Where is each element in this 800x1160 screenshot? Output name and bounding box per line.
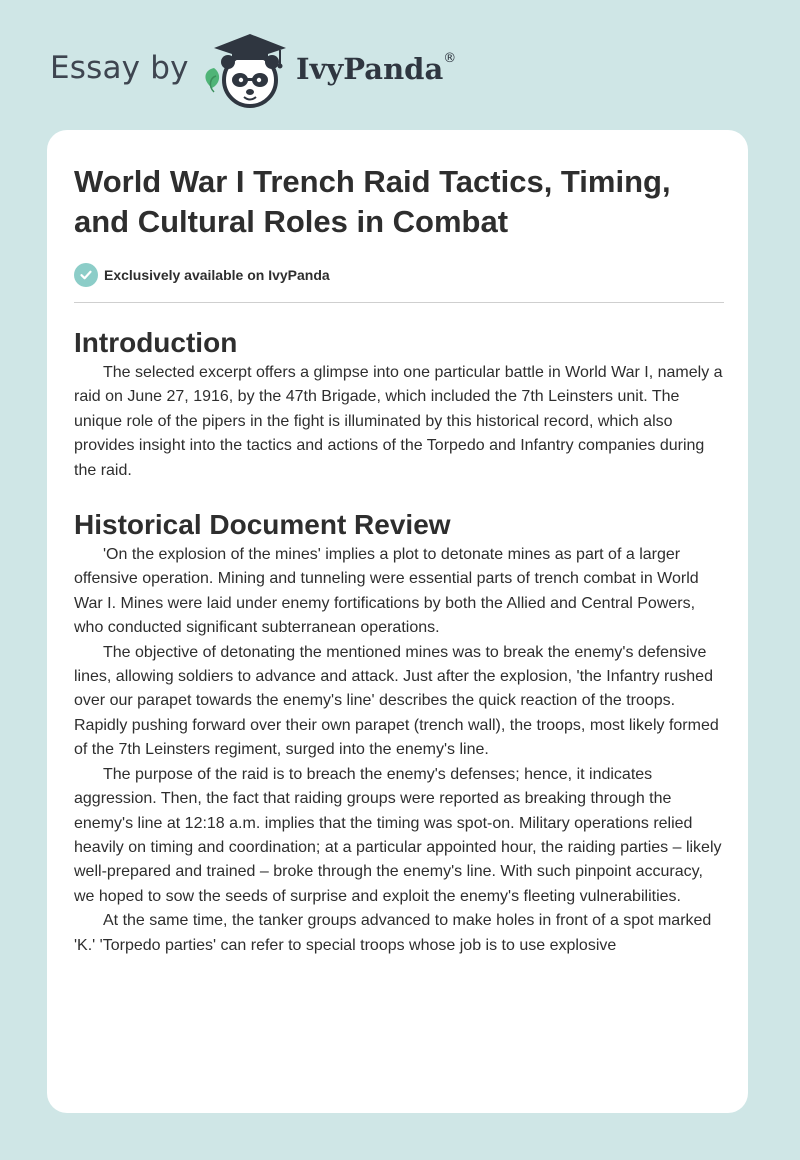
brand-header[interactable] — [50, 30, 510, 110]
divider — [74, 302, 724, 303]
exclusive-label: Exclusively available on IvyPanda — [104, 267, 330, 283]
essay-card — [47, 130, 748, 1113]
paragraph: At the same time, the tanker groups advanced to make holes in front of a spot marked 'K.' 'Torpedo parties' can refer to special troops whose job is to use explosive — [74, 912, 712, 954]
exclusive-badge — [74, 262, 724, 288]
essay-content — [74, 162, 724, 958]
paragraph: The selected excerpt offers a glimpse into one particular battle in World War I, namely a raid on June 27, 1916, by the 47th Brigade, which included the 7th Leinsters unit. The unique role of the pipers in the fight is illuminated by this historical record, which also provides insight into the tactics and actions of the Torpedo and Infantry companies during the raid. — [74, 364, 723, 479]
paragraph: The objective of detonating the mentioned mines was to break the enemy's defensive lines, allowing soldiers to advance and attack. Just after the explosion, 'the Infantry rushed over our parapet towards the enemy's line' describes the quick reaction of the troops. Rapidly pushing forward over their own parapet (trench wall), the troops, most likely formed of the 7th Leinsters regiment, surged into the enemy's line. — [74, 643, 719, 759]
paragraph: The purpose of the raid is to breach the enemy's defenses; hence, it indicates aggression. Then, the fact that raiding groups were reported as breaking through the enemy's line at 12:18 a.m. implies that the timing was spot-on. Military operations relied heavily on timing and coordination; at a particular appointed hour, the raiding parties – likely well-prepared and trained – broke through the enemy's line. With such pinpoint accuracy, we hoped to sow the seeds of surprise and exploit the enemy's fleeting vulnerabilities. — [74, 765, 722, 905]
page-title: World War I Trench Raid Tactics, Timing, and Cultural Roles in Combat — [74, 164, 671, 239]
check-icon — [74, 263, 98, 287]
brand-name: IvyPanda® — [296, 51, 457, 86]
section-heading-historical-document-review: Historical Document Review — [74, 509, 451, 541]
essay-by-label: Essay by — [50, 50, 189, 86]
panda-graduate-icon — [200, 30, 290, 110]
paragraph: 'On the explosion of the mines' implies a plot to detonate mines as part of a larger offensive operation. Mining and tunneling were essential parts of trench combat in World War I. Mines were laid under enemy fortifications by both the Allied and Central Powers, who conducted significant subterranean operations. — [74, 546, 699, 637]
section-heading-introduction: Introduction — [74, 327, 238, 358]
registered-mark: ® — [443, 51, 457, 67]
